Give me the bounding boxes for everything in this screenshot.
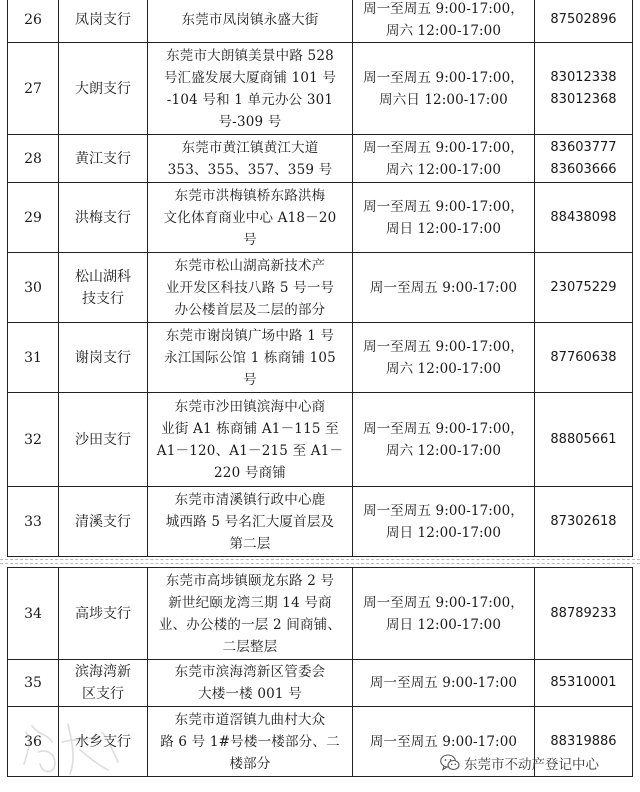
branch-name-line: 凤岗支行 [75,12,131,28]
phone-line: 85310001 [550,675,617,690]
branch-address [148,0,353,43]
phone-number [535,660,633,707]
phone-line: 87302618 [550,513,617,529]
phone-line: 88789233 [550,605,617,621]
address-line: 楼部分 [229,755,271,772]
row-number: 27 [8,43,59,135]
address-line: 东莞市清溪镇行政中心鹿 [174,491,326,508]
phone-line: 83603777 [550,139,617,155]
branch-address [148,568,353,660]
address-line: 东莞市洪梅镇桥东路洪梅 [174,187,326,204]
branch-table-upper [7,0,633,557]
hours-line: 周一至周五 9:00-17:00， [363,420,524,437]
hours-line: 周六 12:00-17:00 [385,360,502,377]
branch-address [148,253,353,323]
address-line: 353、355、357、359 号 [167,161,333,178]
address-line: 东莞市道滘镇九曲村大众 [174,711,326,728]
hours-line: 周一至周五 9:00-17:00， [363,338,524,355]
phone-line: 88438098 [550,209,617,225]
business-hours [353,487,535,557]
branch-address [148,660,353,707]
hours-line: 周一至周五 9:00-17:00 [369,279,518,296]
phone-number [535,568,633,660]
phone-line: 83012368 [550,91,617,107]
branch-name [59,660,148,707]
phone-number [535,135,633,183]
hours-line: 周一至周五 9:00-17:00， [363,502,524,519]
hours-line: 周一至周五 9:00-17:00 [369,733,518,750]
address-line: 东莞市大朗镇美景中路 528 [166,47,334,64]
row-number: 31 [8,323,59,393]
business-hours [353,568,535,660]
hours-line: 周一至周五 9:00-17:00， [363,198,524,215]
table-row [8,487,633,557]
hours-line: 周一至周五 9:00-17:00 [369,675,518,691]
hours-line: 周一至周五 9:00-17:00， [363,594,524,611]
phone-line: 83012338 [550,69,617,85]
page-break [0,558,640,566]
row-number: 35 [8,660,59,707]
address-line: -104 号和 1 单元办公 301 [166,91,334,108]
address-line: A1－120、A1－215 至 A1－ [156,442,344,459]
branch-name-line: 技支行 [82,290,124,307]
address-line: 220 号商铺 [214,464,286,481]
branch-name-line: 区支行 [82,686,124,702]
address-line: 号 [243,371,257,388]
phone-number [535,183,633,253]
phone-number [535,323,633,393]
table-row [8,135,633,183]
address-line: 东莞市凤岗镇永盛大街 [181,12,319,28]
branch-name-line: 清溪支行 [75,513,131,530]
branch-address [148,323,353,393]
row-number: 29 [8,183,59,253]
branch-address [148,183,353,253]
branch-name [59,568,148,660]
row-number: 26 [8,0,59,43]
phone-line: 23075229 [550,279,617,295]
phone-line: 83603666 [550,161,617,177]
phone-number [535,0,633,43]
branch-name [59,43,148,135]
address-line: 第二层 [229,535,271,552]
business-hours [353,253,535,323]
branch-name [59,323,148,393]
address-line: 东莞市滨海湾新区管委会 [174,664,326,680]
hours-line: 周日 12:00-17:00 [385,616,502,633]
table-row [8,323,633,393]
branch-name-line: 谢岗支行 [75,349,131,366]
business-hours [353,43,535,135]
phone-line: 88319886 [550,733,617,749]
hours-line: 周六 12:00-17:00 [385,442,502,459]
hours-line: 周一至周五 9:00-17:00， [363,139,524,156]
branch-name-line: 松山湖科 [75,268,131,285]
address-line: 东莞市松山湖高新技术产 [174,257,326,274]
row-number: 28 [8,135,59,183]
table-row [8,568,633,660]
business-hours [353,135,535,183]
business-hours [353,393,535,487]
branch-name-line: 水乡支行 [75,733,131,750]
phone-number [535,487,633,557]
address-line: 号 [243,231,257,248]
address-line: 东莞市高埗镇颐龙东路 2 号 [165,572,335,589]
hours-line: 周六 12:00-17:00 [385,23,502,39]
table-row [8,183,633,253]
branch-name [59,253,148,323]
branch-name-line: 黄江支行 [75,150,131,167]
address-line: 永江国际公馆 1 栋商铺 105 [164,349,336,366]
table-row [8,253,633,323]
phone-number [535,43,633,135]
phone-number [535,253,633,323]
address-line: 二层整层 [222,638,278,655]
row-number: 34 [8,568,59,660]
branch-address [148,43,353,135]
hours-line: 周六日 12:00-17:00 [379,91,508,108]
address-line: 新世纪颐龙湾三期 14 号商 [168,594,332,611]
address-line: 号-309 号 [218,113,282,130]
branch-name [59,393,148,487]
business-hours [353,183,535,253]
address-line: 办公楼首层及二层的部分 [174,301,326,318]
phone-number [535,393,633,487]
address-line: 大楼一楼 001 号 [198,686,302,702]
hours-line: 周一至周五 9:00-17:00， [363,69,524,86]
row-number: 36 [8,707,59,777]
address-line: 业、办公楼的一层 2 间商铺、 [158,616,342,633]
branch-address [148,135,353,183]
address-line: 路 6 号 1#号楼一楼部分、二 [160,733,340,750]
address-line: 业开发区科技八路 5 号一号 [165,279,335,296]
business-hours [353,323,535,393]
address-line: 文化体育商业中心 A18－20 [163,209,337,226]
branch-name-line: 大朗支行 [75,80,131,97]
address-line: 东莞市谢岗镇广场中路 1 号 [165,327,335,344]
hours-line: 周一至周五 9:00-17:00， [363,1,524,17]
branch-address [148,487,353,557]
table-row [8,393,633,487]
branch-name-line: 沙田支行 [75,431,131,448]
watermark [440,752,599,774]
branch-address [148,393,353,487]
handwritten-signature [18,712,128,782]
table-row [8,0,633,43]
row-number: 30 [8,253,59,323]
branch-name [59,135,148,183]
row-number: 32 [8,393,59,487]
phone-line: 88805661 [550,431,617,447]
address-line: 东莞市黄江镇黄江大道 [181,139,319,156]
branch-name [59,183,148,253]
watermark-text: 东莞市不动产登记中心 [464,757,599,773]
business-hours [353,660,535,707]
branch-address [148,707,353,777]
address-line: 城西路 5 号名汇大厦首层及 [165,513,335,530]
table-row [8,43,633,135]
branch-name [59,487,148,557]
address-line: 业街 A1 栋商铺 A1－115 至 [161,420,339,437]
wechat-icon [440,754,460,772]
branch-name-line: 洪梅支行 [75,209,131,226]
hours-line: 周日 12:00-17:00 [385,220,502,237]
branch-name [59,0,148,43]
branch-name-line: 高埗支行 [75,605,131,622]
business-hours [353,0,535,43]
address-line: 号汇盛发展大厦商铺 101 号 [163,69,337,86]
address-line: 东莞市沙田镇滨海中心商 [174,398,326,415]
hours-line: 周六 12:00-17:00 [385,161,502,178]
branch-name-line: 滨海湾新 [75,664,131,680]
table-row [8,660,633,707]
phone-line: 87502896 [550,12,617,27]
row-number: 33 [8,487,59,557]
hours-line: 周日 12:00-17:00 [385,524,502,541]
phone-line: 87760638 [550,349,617,365]
